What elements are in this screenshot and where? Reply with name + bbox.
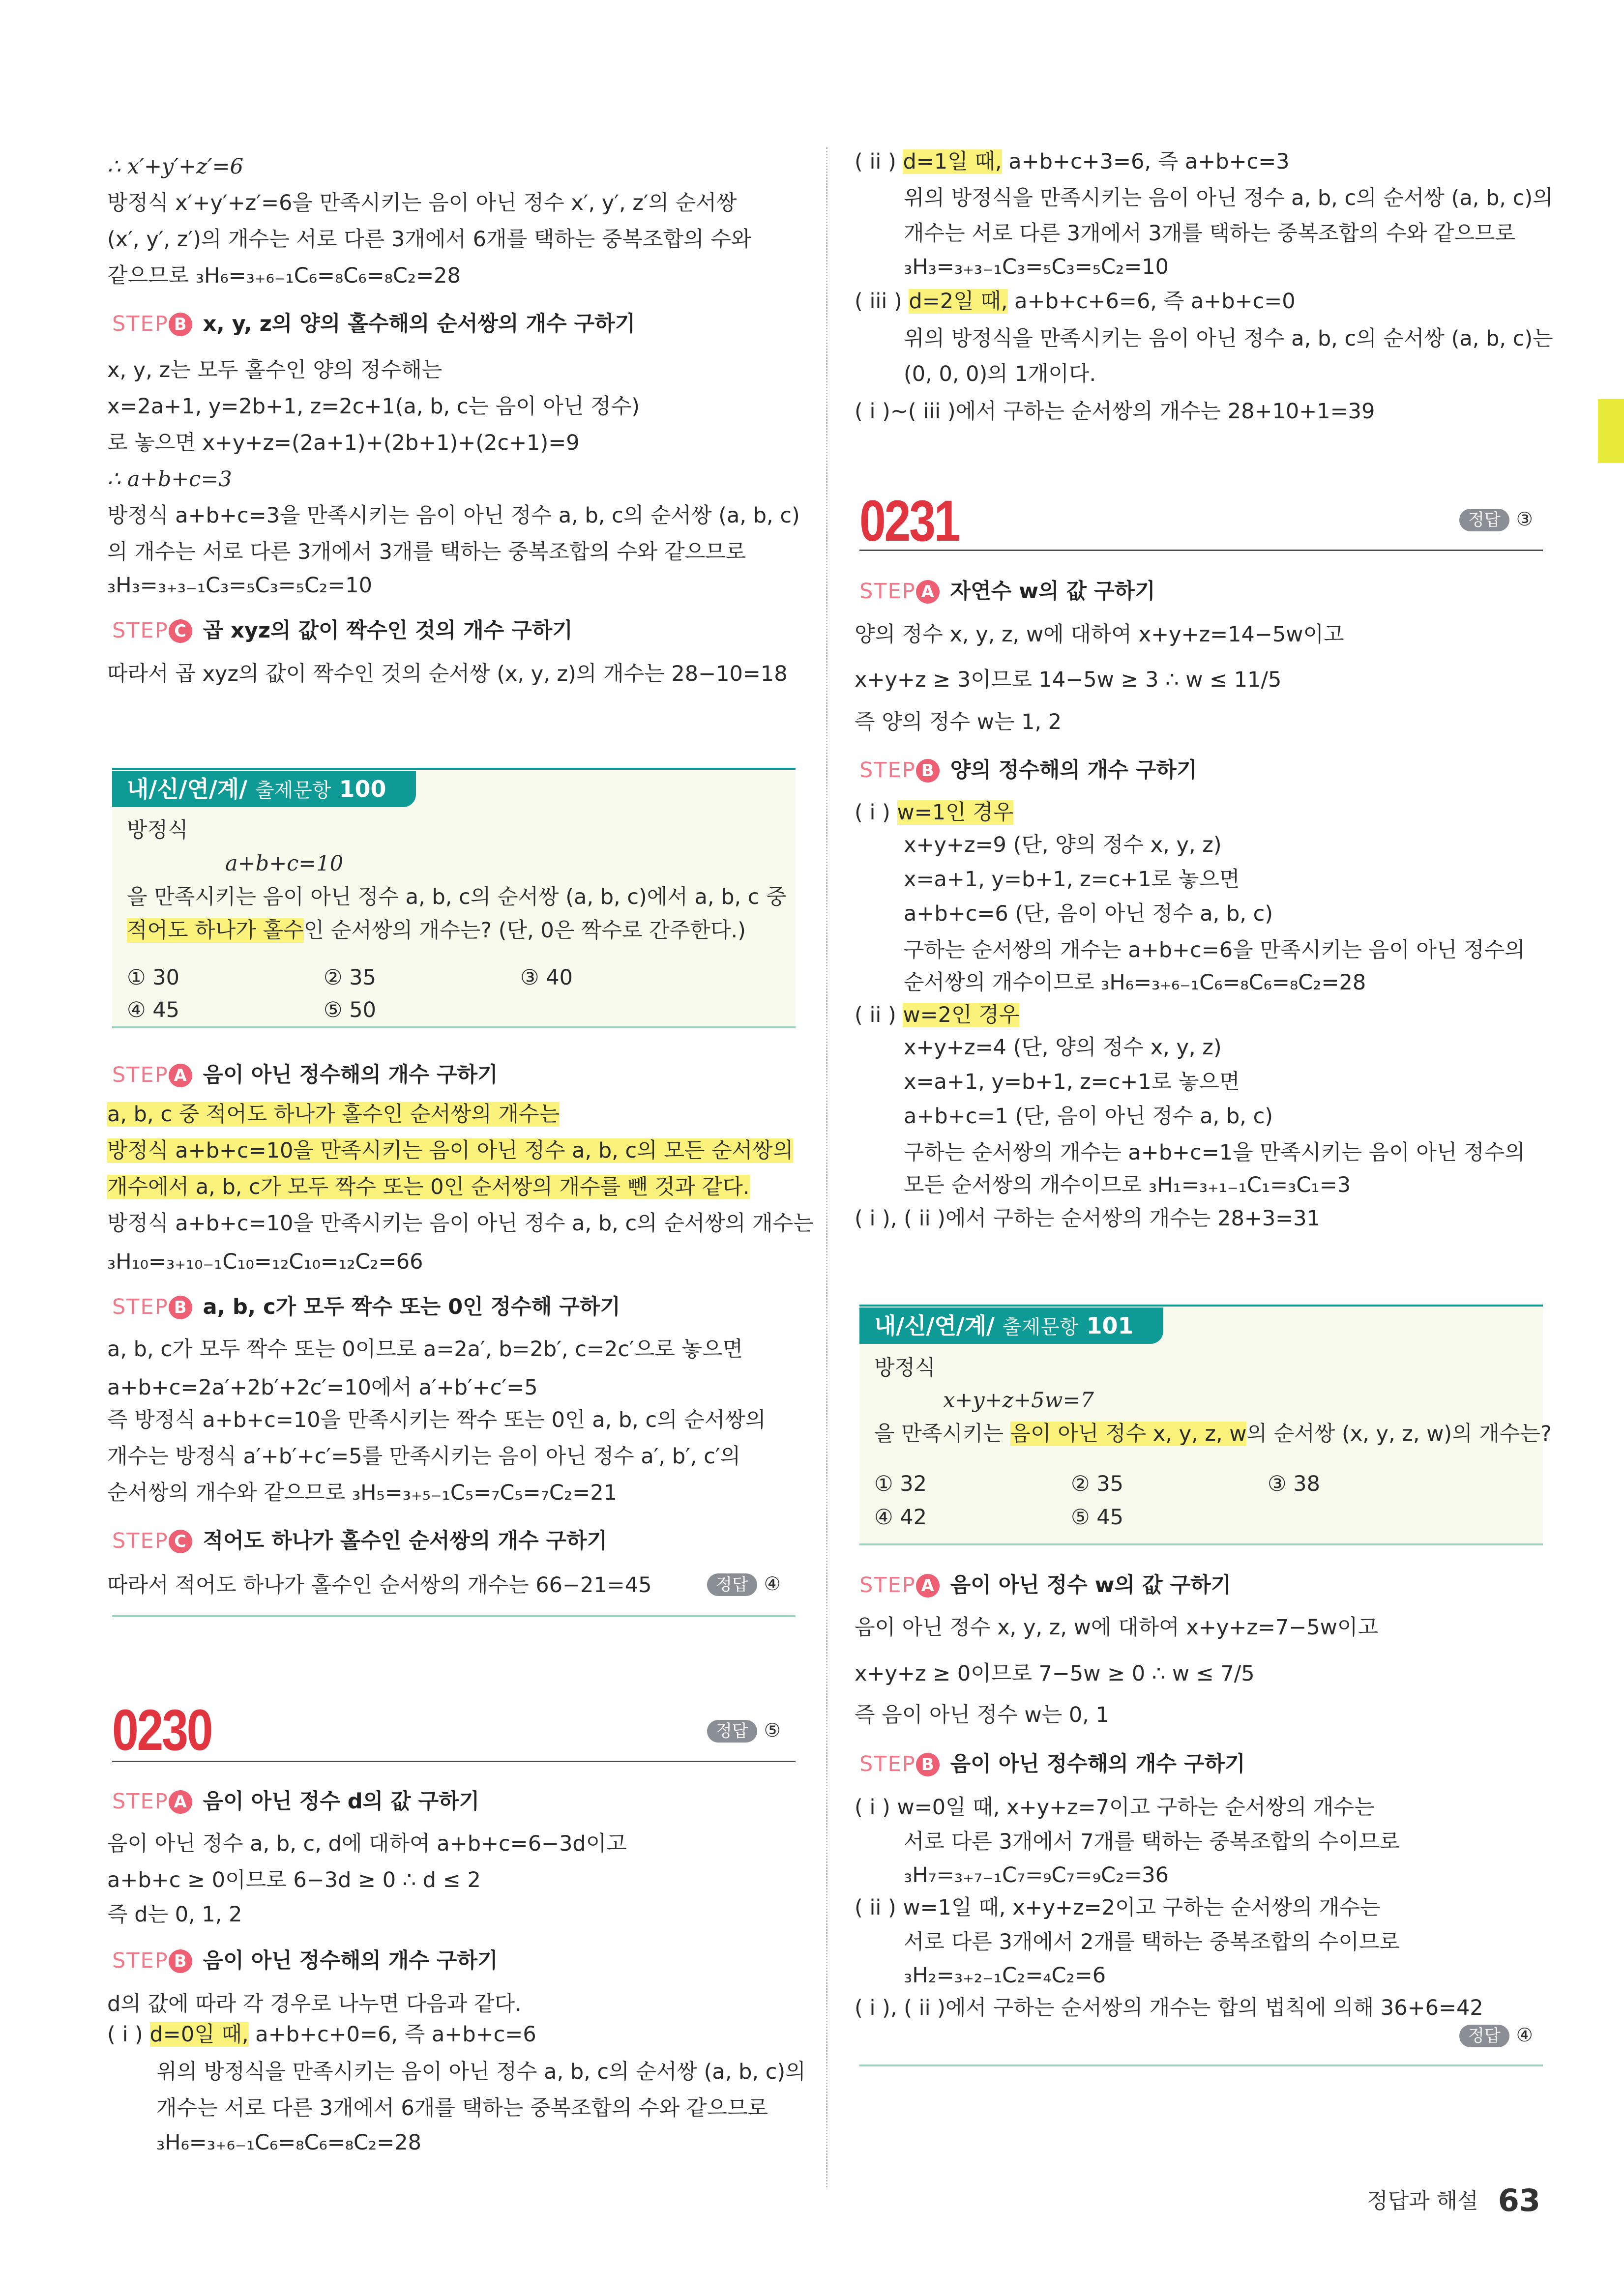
text-line: (0, 0, 0)의 1개이다. — [904, 362, 1096, 386]
text-line: x=a+1, y=b+1, z=c+1로 놓으면 — [904, 867, 1240, 892]
text-line: 의 개수는 서로 다른 3개에서 3개를 택하는 중복조합의 수와 같으므로 — [107, 540, 746, 564]
text-line: ₃H₃=₃₊₃₋₁C₃=₅C₃=₅C₂=10 — [107, 573, 373, 598]
step-title: 적어도 하나가 홀수인 순서쌍의 개수 구하기 — [203, 1529, 608, 1553]
problem-number: 0231 — [859, 489, 959, 553]
text-line — [127, 916, 746, 945]
box-bottom-rule — [859, 2064, 1543, 2066]
text-line: 구하는 순서쌍의 개수는 a+b+c=6을 만족시키는 음이 아닌 정수의 — [904, 938, 1525, 962]
option: ④ 42 — [874, 1505, 927, 1530]
step-title: 양의 정수해의 개수 구하기 — [950, 758, 1197, 783]
text-line: ₃H₂=₃₊₂₋₁C₂=₄C₂=6 — [904, 1963, 1106, 1988]
text-line: 위의 방정식을 만족시키는 음이 아닌 정수 a, b, c의 순서쌍 (a, b, c)의 — [156, 2060, 806, 2084]
box-bottom-rule — [112, 1615, 796, 1617]
answer-value: ③ — [1516, 508, 1533, 530]
text-line: ∴ x′+y′+z′=6 — [107, 154, 243, 179]
text-line: 방정식 — [874, 1356, 936, 1380]
step-heading — [112, 310, 635, 338]
text-line: 즉 방정식 a+b+c=10을 만족시키는 짝수 또는 0인 a, b, c의 순서쌍의 — [107, 1408, 766, 1432]
related-problem-box-101 — [859, 1308, 1552, 1545]
text-line: 방정식 — [127, 818, 188, 843]
section-rule — [112, 1761, 796, 1762]
text-line: 서로 다른 3개에서 7개를 택하는 중복조합의 수이므로 — [904, 1830, 1400, 1854]
step-label: STEP — [112, 1529, 169, 1553]
column-separator — [826, 147, 827, 2187]
text-line: 따라서 적어도 하나가 홀수인 순서쌍의 개수는 66−21=45 — [107, 1573, 652, 1598]
step-letter-badge: C — [169, 1530, 192, 1553]
text-line: ∴ a+b+c=3 — [107, 467, 232, 492]
box-header — [112, 771, 416, 807]
text-line: 방정식 x′+y′+z′=6을 만족시키는 음이 아닌 정수 x′, y′, z′의 순서쌍 — [107, 191, 737, 215]
text-line: 따라서 곱 xyz의 값이 짝수인 것의 순서쌍 (x, y, z)의 개수는 28−10=18 — [107, 662, 788, 686]
highlighted-text: 적어도 하나가 홀수 — [127, 918, 304, 943]
text-line: ( i ), ( ii )에서 구하는 순서쌍의 개수는 28+3=31 — [855, 1206, 1320, 1231]
step-heading — [859, 1750, 1245, 1778]
highlighted-text: w=2인 경우 — [903, 1003, 1020, 1027]
step-letter-badge: B — [169, 313, 192, 336]
step-heading — [859, 1571, 1231, 1599]
option: ③ 40 — [520, 965, 573, 990]
highlighted-text: 방정식 a+b+c=10을 만족시키는 음이 아닌 정수 a, b, c의 모든 순서쌍의 — [107, 1138, 794, 1163]
text-line: 서로 다른 3개에서 2개를 택하는 중복조합의 수이므로 — [904, 1930, 1400, 1954]
text-line — [107, 1100, 560, 1129]
answer — [707, 1717, 781, 1743]
text-line: ₃H₆=₃₊₆₋₁C₆=₈C₆=₈C₂=28 — [156, 2130, 422, 2155]
step-label: STEP — [859, 758, 916, 783]
text-line — [107, 2020, 536, 2049]
page-footer — [1367, 2182, 1540, 2218]
step-letter-badge: A — [916, 580, 940, 604]
step-letter-badge: A — [916, 1574, 940, 1598]
step-heading — [859, 577, 1155, 606]
text-line: x, y, z는 모두 홀수인 양의 정수해는 — [107, 358, 443, 382]
text-span: a+b+c+3=6, 즉 a+b+c=3 — [1002, 149, 1290, 174]
text-span: a+b+c+6=6, 즉 a+b+c=0 — [1007, 289, 1296, 314]
text-line — [874, 1420, 1552, 1448]
option: ① 30 — [127, 965, 179, 990]
step-label: STEP — [112, 312, 169, 336]
step-label: STEP — [859, 1752, 916, 1776]
answer-tag: 정답 — [1459, 2025, 1509, 2047]
option: ④ 45 — [127, 998, 179, 1022]
step-letter-badge: A — [169, 1064, 192, 1087]
highlighted-text: d=2일 때, — [909, 289, 1008, 314]
text-line: (x′, y′, z′)의 개수는 서로 다른 3개에서 6개를 택하는 중복조합의 수와 — [107, 227, 752, 252]
text-line: a+b+c ≥ 0이므로 6−3d ≥ 0 ∴ d ≤ 2 — [107, 1868, 481, 1892]
footer-section-title: 정답과 해설 — [1367, 2188, 1478, 2213]
side-tab — [1598, 399, 1624, 463]
text-line: 순서쌍의 개수와 같으므로 ₃H₅=₃₊₅₋₁C₅=₇C₅=₇C₂=21 — [107, 1481, 617, 1505]
case-prefix: ( iii ) — [855, 289, 902, 314]
text-line: 개수는 서로 다른 3개에서 6개를 택하는 중복조합의 수와 같으므로 — [156, 2096, 768, 2121]
text-line: 음이 아닌 정수 a, b, c, d에 대하여 a+b+c=6−3d이고 — [107, 1831, 627, 1856]
step-title: 음이 아닌 정수해의 개수 구하기 — [203, 1948, 498, 1973]
step-letter-badge: B — [916, 759, 940, 783]
text-line — [107, 1136, 793, 1165]
highlighted-text: 개수에서 a, b, c가 모두 짝수 또는 0인 순서쌍의 개수를 뺀 것과 같다. — [107, 1175, 750, 1199]
step-heading — [112, 616, 573, 645]
page-number: 63 — [1498, 2182, 1540, 2218]
text-line: 구하는 순서쌍의 개수는 a+b+c=1을 만족시키는 음이 아닌 정수의 — [904, 1140, 1525, 1165]
section-rule — [859, 550, 1543, 551]
text-line: ( i )~( iii )에서 구하는 순서쌍의 개수는 28+10+1=39 — [855, 399, 1375, 424]
text-line: 방정식 a+b+c=3을 만족시키는 음이 아닌 정수 a, b, c의 순서쌍 (a, b, c) — [107, 503, 800, 528]
text-span: 인 순서쌍의 개수는? (단, 0은 짝수로 간주한다.) — [303, 918, 746, 943]
text-line: 을 만족시키는 음이 아닌 정수 a, b, c의 순서쌍 (a, b, c)에서 a, b, c 중 — [127, 885, 787, 909]
text-line — [855, 147, 1290, 176]
step-letter-badge: B — [169, 1296, 192, 1319]
highlighted-text: w=1인 경우 — [897, 800, 1014, 825]
text-line: a, b, c가 모두 짝수 또는 0이므로 a=2a′, b=2b′, c=2c′으로 놓으면 — [107, 1337, 743, 1362]
text-line: 개수는 서로 다른 3개에서 3개를 택하는 중복조합의 수와 같으므로 — [904, 221, 1516, 246]
text-line: x+y+z=9 (단, 양의 정수 x, y, z) — [904, 833, 1222, 857]
box-header-number: 101 — [1086, 1312, 1134, 1339]
equation: x+y+z+5w=7 — [943, 1388, 1094, 1413]
text-line: 즉 음이 아닌 정수 w는 0, 1 — [855, 1703, 1109, 1727]
step-label: STEP — [859, 1573, 916, 1598]
answer-tag: 정답 — [707, 1720, 757, 1743]
answer — [1459, 2022, 1533, 2048]
option: ⑤ 50 — [324, 998, 376, 1022]
step-title: 음이 아닌 정수 w의 값 구하기 — [950, 1573, 1232, 1598]
text-line: 같으므로 ₃H₆=₃₊₆₋₁C₆=₈C₆=₈C₂=28 — [107, 263, 461, 288]
text-line: 즉 d는 0, 1, 2 — [107, 1902, 242, 1927]
case-prefix: ( i ) — [855, 800, 890, 825]
text-line: ( ii ) w=1일 때, x+y+z=2이고 구하는 순서쌍의 개수는 — [855, 1895, 1381, 1920]
text-line: 로 놓으면 x+y+z=(2a+1)+(2b+1)+(2c+1)=9 — [107, 431, 580, 455]
step-title: 자연수 w의 값 구하기 — [950, 579, 1155, 604]
box-header-title: 내/신/연/계/ — [127, 776, 247, 802]
box-top-rule — [859, 1305, 1543, 1307]
step-heading — [112, 1947, 498, 1975]
box-header-subtitle: 출제문항 — [1002, 1316, 1079, 1338]
answer-tag: 정답 — [1459, 509, 1509, 531]
text-span: 의 순서쌍 (x, y, z, w)의 개수는? — [1246, 1422, 1552, 1446]
option: ① 32 — [874, 1472, 927, 1496]
step-letter-badge: B — [169, 1949, 192, 1973]
step-letter-badge: B — [916, 1753, 940, 1776]
answer — [1459, 506, 1533, 532]
problem-number: 0230 — [112, 1698, 212, 1763]
text-span: a+b+c+0=6, 즉 a+b+c=6 — [248, 2022, 536, 2047]
text-line — [107, 1173, 750, 1201]
text-line: 순서쌍의 개수이므로 ₃H₆=₃₊₆₋₁C₆=₈C₆=₈C₂=28 — [904, 970, 1366, 995]
step-label: STEP — [112, 1948, 169, 1973]
step-title: 곱 xyz의 값이 짝수인 것의 개수 구하기 — [203, 618, 573, 643]
step-heading — [112, 1787, 479, 1816]
answer-value: ④ — [764, 1573, 781, 1595]
equation: a+b+c=10 — [225, 851, 344, 876]
step-title: x, y, z의 양의 홀수해의 순서쌍의 개수 구하기 — [203, 312, 636, 336]
highlighted-text: d=0일 때, — [149, 2022, 249, 2047]
text-line: ( i ), ( ii )에서 구하는 순서쌍의 개수는 합의 법칙에 의해 36+6=42 — [855, 1996, 1483, 2020]
box-header-title: 내/신/연/계/ — [874, 1312, 995, 1339]
text-line: x+y+z ≥ 0이므로 7−5w ≥ 0 ∴ w ≤ 7/5 — [855, 1661, 1255, 1686]
text-line — [855, 798, 1013, 827]
step-label: STEP — [859, 579, 916, 604]
highlighted-text: a, b, c 중 적어도 하나가 홀수인 순서쌍의 개수는 — [107, 1102, 560, 1127]
box-header-number: 100 — [339, 776, 386, 802]
text-line: a+b+c=6 (단, 음이 아닌 정수 a, b, c) — [904, 901, 1273, 926]
text-line: a+b+c=1 (단, 음이 아닌 정수 a, b, c) — [904, 1104, 1273, 1129]
text-span: 을 만족시키는 — [874, 1422, 1010, 1446]
step-heading — [112, 1061, 498, 1089]
answer-tag: 정답 — [707, 1573, 757, 1596]
step-letter-badge: A — [169, 1790, 192, 1814]
step-label: STEP — [112, 1789, 169, 1814]
box-header — [859, 1308, 1163, 1344]
answer-value: ⑤ — [764, 1719, 781, 1741]
step-letter-badge: C — [169, 619, 192, 643]
case-prefix: ( ii ) — [855, 149, 896, 174]
step-label: STEP — [112, 1295, 169, 1319]
text-line: x+y+z=4 (단, 양의 정수 x, y, z) — [904, 1035, 1222, 1060]
text-line: ₃H₁₀=₃₊₁₀₋₁C₁₀=₁₂C₁₀=₁₂C₂=66 — [107, 1250, 423, 1274]
answer-value: ④ — [1516, 2024, 1533, 2046]
text-line: 방정식 a+b+c=10을 만족시키는 음이 아닌 정수 a, b, c의 순서쌍의 개수는 — [107, 1211, 814, 1236]
option: ③ 38 — [1268, 1472, 1320, 1496]
step-title: 음이 아닌 정수해의 개수 구하기 — [203, 1063, 498, 1087]
answer — [707, 1571, 781, 1597]
text-line: ₃H₇=₃₊₇₋₁C₇=₉C₇=₉C₂=36 — [904, 1863, 1169, 1888]
text-line: 양의 정수 x, y, z, w에 대하여 x+y+z=14−5w이고 — [855, 622, 1344, 647]
text-line: 즉 양의 정수 w는 1, 2 — [855, 710, 1062, 734]
text-line: x=a+1, y=b+1, z=c+1로 놓으면 — [904, 1070, 1240, 1094]
step-title: 음이 아닌 정수해의 개수 구하기 — [950, 1752, 1245, 1776]
highlighted-text: 음이 아닌 정수 x, y, z, w — [1010, 1422, 1247, 1446]
case-prefix: ( ii ) — [855, 1003, 896, 1027]
text-line: 개수는 방정식 a′+b′+c′=5를 만족시키는 음이 아닌 정수 a′, b′, c′의 — [107, 1444, 741, 1469]
text-line: 위의 방정식을 만족시키는 음이 아닌 정수 a, b, c의 순서쌍 (a, b, c)의 — [904, 186, 1553, 210]
text-line: a+b+c=2a′+2b′+2c′=10에서 a′+b′+c′=5 — [107, 1375, 538, 1400]
box-top-rule — [112, 768, 796, 770]
text-line: d의 값에 따라 각 경우로 나누면 다음과 같다. — [107, 1992, 522, 2016]
step-title: 음이 아닌 정수 d의 값 구하기 — [203, 1789, 480, 1814]
text-line: 위의 방정식을 만족시키는 음이 아닌 정수 a, b, c의 순서쌍 (a, b, c)는 — [904, 326, 1553, 351]
option: ⑤ 45 — [1071, 1505, 1123, 1530]
highlighted-text: d=1일 때, — [903, 149, 1002, 174]
text-line: 음이 아닌 정수 x, y, z, w에 대하여 x+y+z=7−5w이고 — [855, 1615, 1378, 1640]
step-heading — [112, 1293, 620, 1321]
step-heading — [859, 756, 1197, 785]
step-label: STEP — [112, 618, 169, 643]
text-line: ( i ) w=0일 때, x+y+z=7이고 구하는 순서쌍의 개수는 — [855, 1795, 1375, 1820]
box-header-subtitle: 출제문항 — [255, 779, 331, 802]
option: ② 35 — [1071, 1472, 1123, 1496]
step-label: STEP — [112, 1063, 169, 1087]
text-line: ₃H₃=₃₊₃₋₁C₃=₅C₃=₅C₂=10 — [904, 255, 1169, 279]
step-title: a, b, c가 모두 짝수 또는 0인 정수해 구하기 — [203, 1295, 620, 1319]
text-line — [855, 287, 1296, 316]
text-line: x=2a+1, y=2b+1, z=2c+1(a, b, c는 음이 아닌 정수) — [107, 394, 640, 419]
case-prefix: ( i ) — [107, 2022, 143, 2047]
option: ② 35 — [324, 965, 376, 990]
text-line — [855, 1001, 1019, 1029]
text-line: 모든 순서쌍의 개수이므로 ₃H₁=₃₊₁₋₁C₁=₃C₁=3 — [904, 1173, 1351, 1197]
text-line: x+y+z ≥ 3이므로 14−5w ≥ 3 ∴ w ≤ 11/5 — [855, 668, 1282, 692]
step-heading — [112, 1527, 607, 1555]
related-problem-box-100 — [112, 771, 796, 1028]
